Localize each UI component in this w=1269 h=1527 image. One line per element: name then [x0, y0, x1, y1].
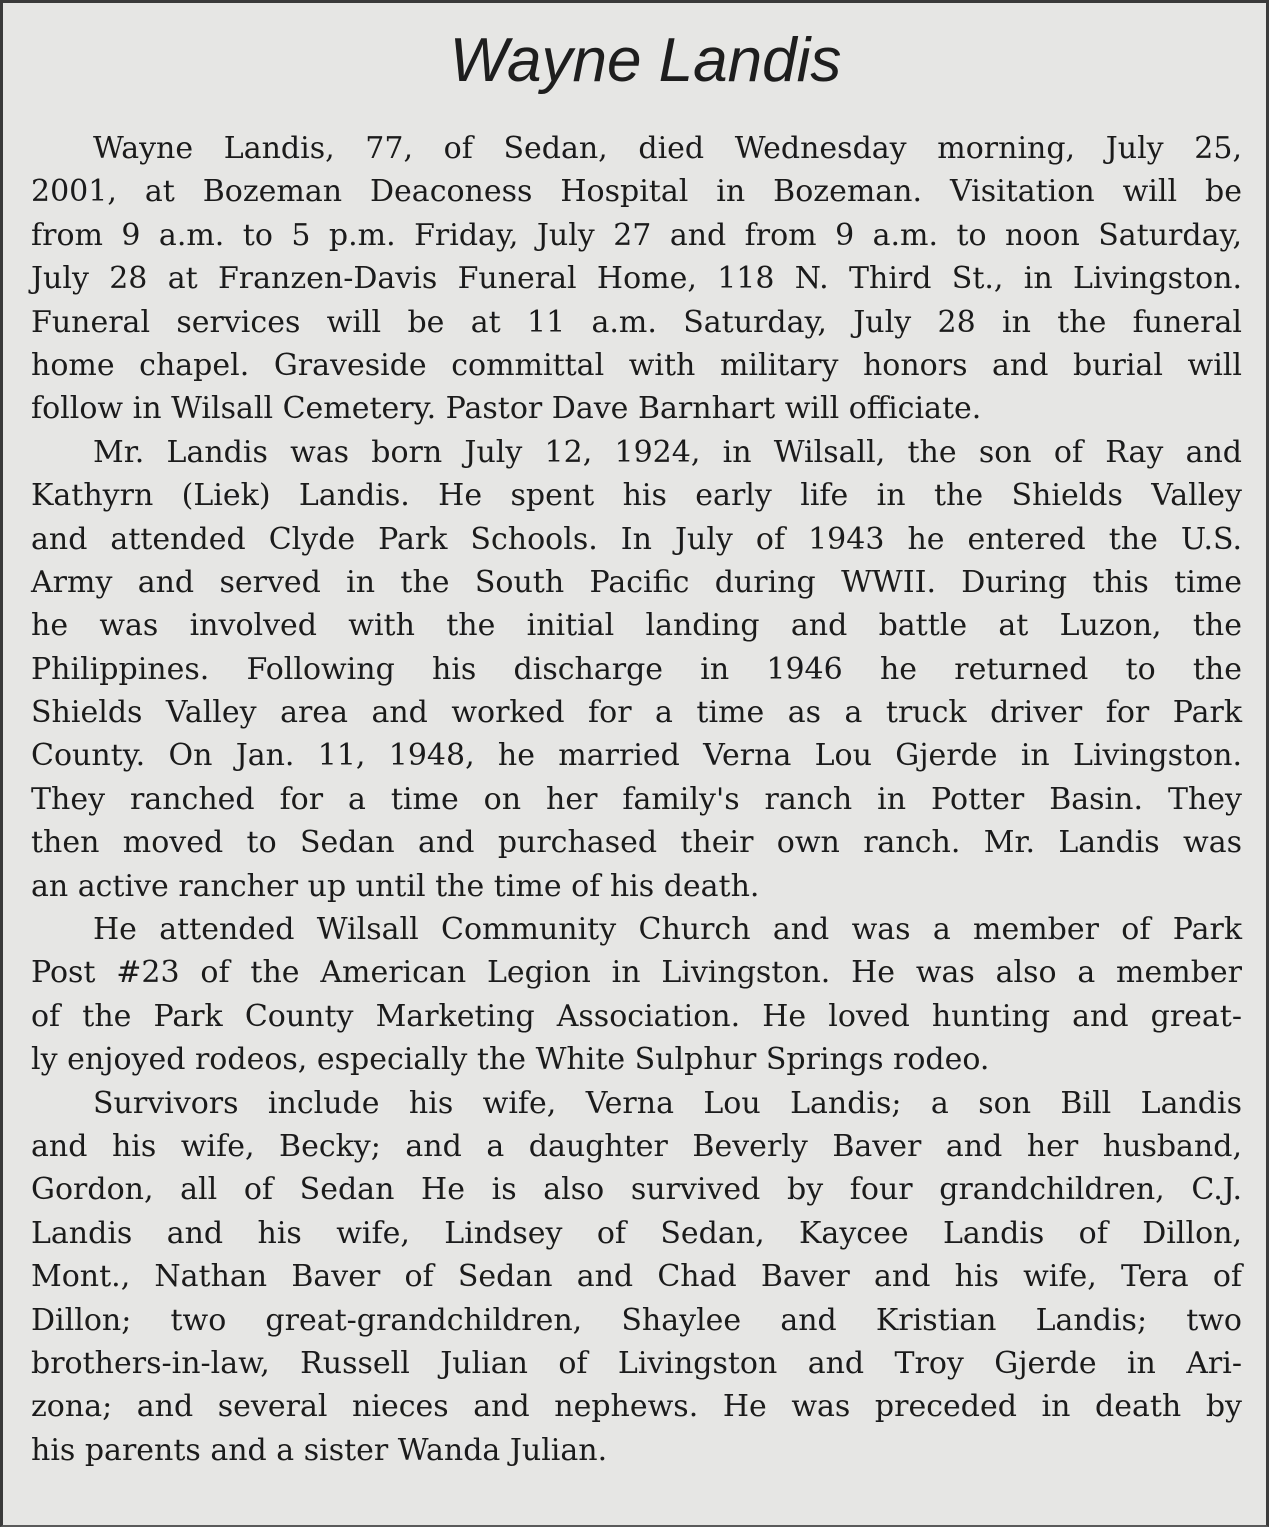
text-line: Dillon; two great-grandchildren, Shaylee and Kristian Landis; two [31, 1302, 1242, 1338]
text-line: July 28 at Franzen-Davis Funeral Home, 118 N. Third St., in Livingston. [31, 261, 1242, 297]
text-line: Shields Valley area and worked for a time as a truck driver for Park [31, 695, 1242, 731]
text-line: Wayne Landis, 77, of Sedan, died Wednesday morning, July 25, [93, 131, 1242, 166]
text-line: home chapel. Graveside committal with military honors and burial will [31, 347, 1242, 383]
text-line: Landis and his wife, Lindsey of Sedan, Kaycee Landis of Dillon, [31, 1215, 1242, 1251]
text-line: They ranched for a time on her family's ranch in Potter Basin. They [31, 781, 1242, 817]
text-line: Philippines. Following his discharge in 1946 he returned to the [31, 651, 1242, 687]
text-line: from 9 a.m. to 5 p.m. Friday, July 27 and from 9 a.m. to noon Saturday, [31, 217, 1242, 253]
text-line: Gordon, all of Sedan He is also survived by four grandchildren, C.J. [31, 1172, 1242, 1208]
text-line: brothers-in-law, Russell Julian of Livingston and Troy Gjerde in Ari- [31, 1345, 1242, 1381]
text-line: zona; and several nieces and nephews. He was preceded in death by [31, 1389, 1242, 1425]
text-line: Mont., Nathan Baver of Sedan and Chad Baver and his wife, Tera of [31, 1259, 1242, 1295]
text-line: County. On Jan. 11, 1948, he married Verna Lou Gjerde in Livingston. [31, 738, 1242, 774]
text-line: Mr. Landis was born July 12, 1924, in Wilsall, the son of Ray and [93, 434, 1242, 470]
obituary-body [31, 127, 1242, 1472]
text-line: ly enjoyed rodeos, especially the White Sulphur Springs rodeo. [31, 1042, 990, 1078]
text-line: Survivors include his wife, Verna Lou Landis; a son Bill Landis [93, 1085, 1242, 1121]
text-line: 2001, at Bozeman Deaconess Hospital in Bozeman. Visitation will be [31, 174, 1242, 210]
text-line: Army and served in the South Pacific during WWII. During this time [31, 564, 1242, 600]
text-line: his parents and a sister Wanda Julian. [31, 1432, 608, 1468]
text-line: follow in Wilsall Cemetery. Pastor Dave Barnhart will officiate. [31, 391, 982, 427]
obituary-title: Wayne Landis [449, 26, 842, 95]
text-line: he was involved with the initial landing and battle at Luzon, the [31, 608, 1242, 644]
text-line: Kathyrn (Liek) Landis. He spent his early life in the Shields Valley [31, 478, 1242, 514]
text-line: an active rancher up until the time of his death. [31, 868, 760, 904]
text-line: then moved to Sedan and purchased their own ranch. Mr. Landis was [31, 825, 1242, 861]
text-line: of the Park County Marketing Association. He loved hunting and great- [31, 998, 1242, 1034]
text-line: Funeral services will be at 11 a.m. Saturday, July 28 in the funeral [31, 304, 1242, 340]
text-line: Post #23 of the American Legion in Livingston. He was also a member [31, 955, 1242, 991]
text-line: He attended Wilsall Community Church and was a member of Park [93, 912, 1242, 948]
text-line: and his wife, Becky; and a daughter Beverly Baver and her husband, [31, 1128, 1242, 1164]
text-line: and attended Clyde Park Schools. In July of 1943 he entered the U.S. [31, 521, 1242, 557]
